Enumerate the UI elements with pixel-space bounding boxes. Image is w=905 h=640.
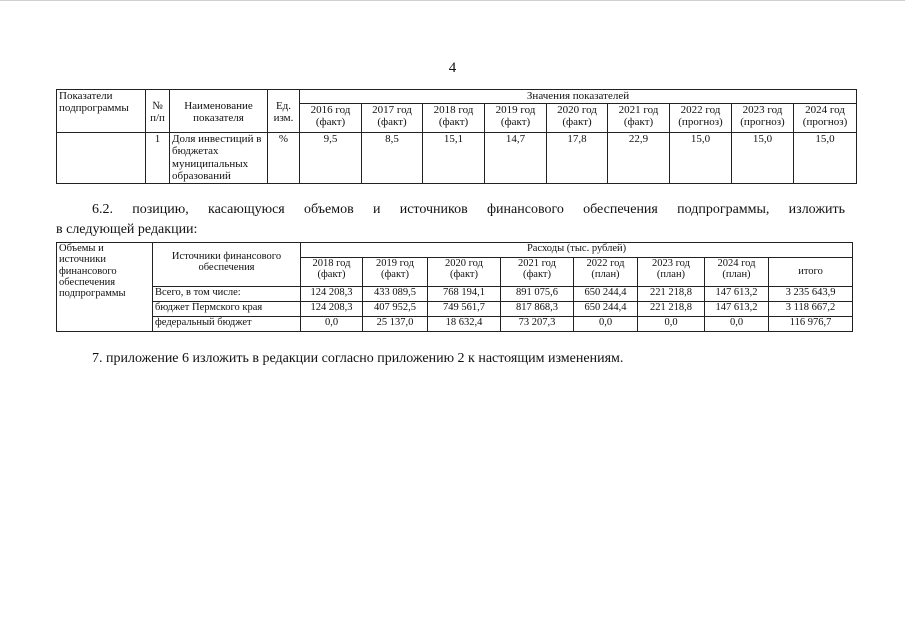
value-cell: 817 868,3 (501, 302, 574, 317)
year-header: 2021 год (факт) (501, 258, 574, 287)
year-header: 2024 год (план) (705, 258, 769, 287)
year-header: 2023 год (план) (638, 258, 705, 287)
header-unit: Ед. изм. (268, 90, 300, 133)
year-header: 2018 год (факт) (301, 258, 363, 287)
value-cell: 768 194,1 (428, 287, 501, 302)
value-cell: 221 218,8 (638, 287, 705, 302)
value-cell: 15,0 (794, 133, 857, 184)
value-cell: 17,8 (547, 133, 608, 184)
value-cell: 73 207,3 (501, 317, 574, 332)
value-cell: 0,0 (638, 317, 705, 332)
value-cell: 147 613,2 (705, 302, 769, 317)
value-cell: 9,5 (300, 133, 362, 184)
value-cell: 124 208,3 (301, 302, 363, 317)
value-cell: 3 118 667,2 (769, 302, 853, 317)
value-cell: 407 952,5 (363, 302, 428, 317)
value-cell: 124 208,3 (301, 287, 363, 302)
row-label: Всего, в том числе: (153, 287, 301, 302)
value-cell: 14,7 (485, 133, 547, 184)
year-header: 2019 год (факт) (485, 104, 547, 133)
row-label: бюджет Пермского края (153, 302, 301, 317)
year-header: 2023 год (прогноз) (732, 104, 794, 133)
year-header: 2022 год (прогноз) (670, 104, 732, 133)
header-indicators: Показатели подпрограммы (57, 90, 146, 133)
year-header: 2016 год (факт) (300, 104, 362, 133)
year-header: 2020 год (факт) (428, 258, 501, 287)
value-cell: 221 218,8 (638, 302, 705, 317)
value-cell: 0,0 (705, 317, 769, 332)
row-name: Доля инвестиций в бюджетах муниципальных образований (170, 133, 268, 184)
header-sources: Источники финансового обеспечения (153, 243, 301, 287)
header-name: Наименование показателя (170, 90, 268, 133)
funding-table (56, 242, 853, 332)
row-num: 1 (146, 133, 170, 184)
header-expenses-group: Расходы (тыс. рублей) (301, 243, 853, 258)
value-cell: 15,0 (670, 133, 732, 184)
value-cell: 116 976,7 (769, 317, 853, 332)
indicators-table (56, 89, 857, 184)
value-cell: 25 137,0 (363, 317, 428, 332)
value-cell: 3 235 643,9 (769, 287, 853, 302)
value-cell: 433 089,5 (363, 287, 428, 302)
value-cell: 650 244,4 (574, 287, 638, 302)
page-top-edge (0, 0, 905, 1)
year-header: 2020 год (факт) (547, 104, 608, 133)
table-row (57, 302, 853, 317)
value-cell: 0,0 (301, 317, 363, 332)
value-cell: 15,1 (423, 133, 485, 184)
paragraph-6-2-line2: в следующей редакции: (56, 222, 198, 237)
year-header: 2018 год (факт) (423, 104, 485, 133)
header-num: № п/п (146, 90, 170, 133)
empty-cell (57, 133, 146, 184)
table-row (57, 133, 857, 184)
year-header: 2021 год (факт) (608, 104, 670, 133)
value-cell: 650 244,4 (574, 302, 638, 317)
year-header: 2024 год (прогноз) (794, 104, 857, 133)
paragraph-6-2-line1: 6.2. позицию, касающуюся объемов и источников финансового обеспечения подпрограммы, изложить (92, 202, 845, 217)
value-cell: 891 075,6 (501, 287, 574, 302)
value-cell: 749 561,7 (428, 302, 501, 317)
table-row (57, 287, 853, 302)
value-cell: 22,9 (608, 133, 670, 184)
row-unit: % (268, 133, 300, 184)
value-cell: 15,0 (732, 133, 794, 184)
table-row (57, 317, 853, 332)
value-cell: 0,0 (574, 317, 638, 332)
value-cell: 147 613,2 (705, 287, 769, 302)
value-cell: 18 632,4 (428, 317, 501, 332)
row-label: федеральный бюджет (153, 317, 301, 332)
total-header: итого (769, 258, 853, 287)
year-header: 2022 год (план) (574, 258, 638, 287)
page-number: 4 (448, 60, 457, 76)
header-values-group: Значения показателей (300, 90, 857, 104)
year-header: 2019 год (факт) (363, 258, 428, 287)
year-header: 2017 год (факт) (362, 104, 423, 133)
paragraph-7: 7. приложение 6 изложить в редакции согласно приложению 2 к настоящим изменениям. (92, 351, 624, 366)
header-volumes: Объемы и источники финансового обеспечения подпрограммы (57, 243, 153, 332)
value-cell: 8,5 (362, 133, 423, 184)
